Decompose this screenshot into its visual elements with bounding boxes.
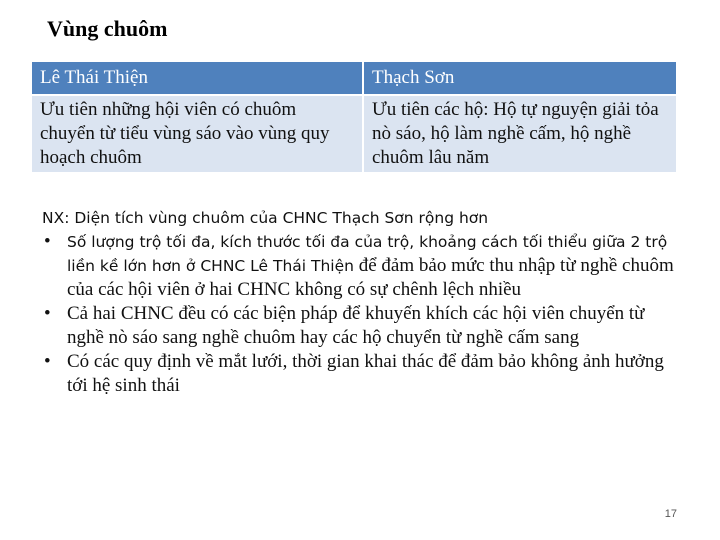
slide-title: Vùng chuôm (47, 16, 168, 41)
bullet-dot-icon: • (44, 231, 51, 252)
bullet-item (42, 302, 682, 350)
bullet-list (42, 230, 682, 398)
table-header-row (32, 62, 676, 94)
table-row (32, 96, 676, 172)
bullet-text: Cả hai CHNC đều có các biện pháp để khuyến khích các hội viên chuyển từ nghề nò sáo sang nghề chuôm hay các hộ chuyển từ nghề cấm sang (67, 303, 645, 348)
cell-le-thai-thien-priority: Ưu tiên những hội viên có chuôm chuyển từ tiểu vùng sáo vào vùng quy hoạch chuôm (32, 96, 362, 172)
header-thach-son: Thạch Sơn (364, 62, 676, 94)
bullet-text: Có các quy định về mắt lưới, thời gian khai thác để đảm bảo không ảnh hưởng tới hệ sinh thái (67, 351, 664, 396)
bullet-text-part2: để đảm bảo mức thu nhập từ nghề chuôm của các hội viên ở hai CHNC không có sự chênh lệch nhiều (67, 255, 674, 300)
page-number: 17 (664, 508, 677, 520)
comparison-table (30, 60, 678, 174)
bullet-item (42, 230, 682, 302)
note-nx: NX: Diện tích vùng chuôm của CHNC Thạch Sơn rộng hơn (42, 209, 489, 227)
cell-thach-son-priority: Ưu tiên các hộ: Hộ tự nguyện giải tỏa nò sáo, hộ làm nghề cấm, hộ nghề chuôm lâu năm (364, 96, 676, 172)
bullet-text-part1: Số lượng trộ tối đa, kích thước tối đa của trộ, khoảng cách tối thiểu giữa 2 trộ liền kề lớn hơn ở CHNC Lê Thái Thiện (67, 233, 668, 275)
header-le-thai-thien: Lê Thái Thiện (32, 62, 362, 94)
bullet-item (42, 350, 682, 398)
notes-section (42, 206, 682, 398)
bullet-dot-icon: • (44, 351, 51, 372)
bullet-dot-icon: • (44, 303, 51, 324)
